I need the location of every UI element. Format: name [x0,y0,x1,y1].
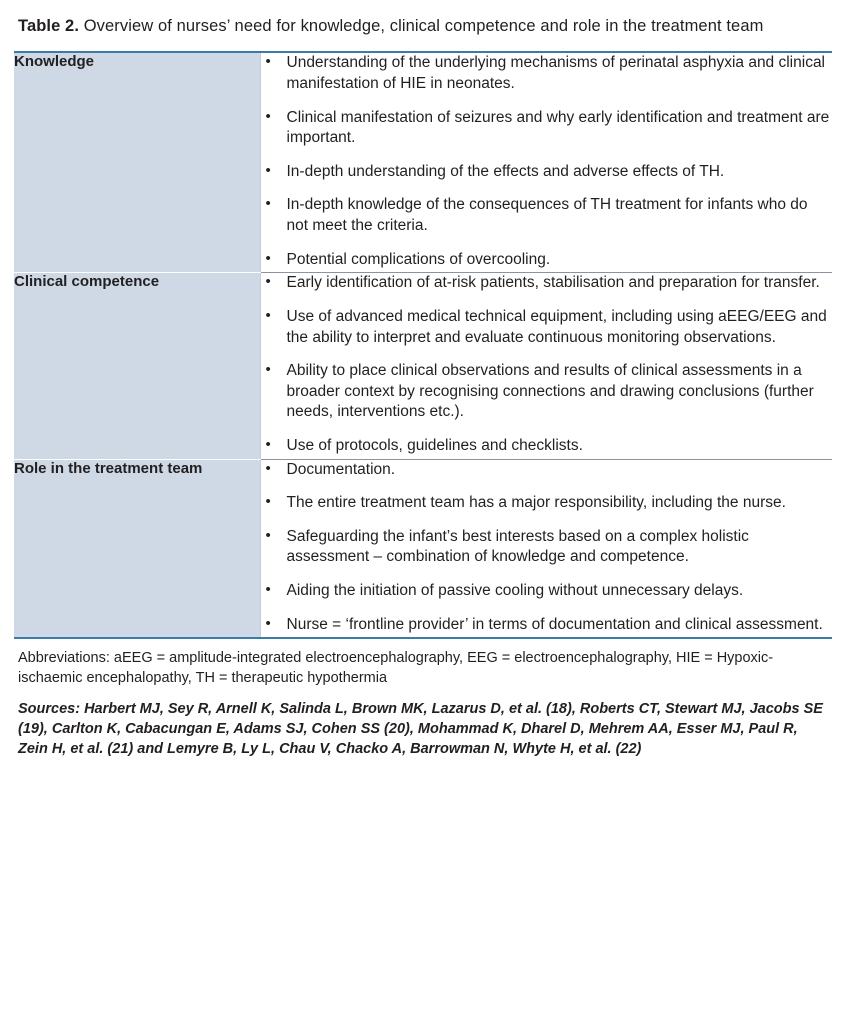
table-caption-label: Table 2. [18,17,80,35]
bullet-list [261,53,833,270]
list-item: • Documentation. [261,460,833,481]
sources-note: Sources: Harbert MJ, Sey R, Arnell K, Salinda L, Brown MK, Lazarus D, et al. (18), Roberts CT, Stewart MJ, Jacobs SE (19), Carlton K, Cabacungan E, Adams SJ, Cohen SS (20), Mohammad K, Dharel D, Mehrem AA, Esser MJ, Paul R, Zein H, et al. (21) and Lemyre B, Ly L, Chau V, Chacko A, Barrowman N, Whyte H, et al. (22) [18,701,823,757]
row-header-role-in-treatment-team: Role in the treatment team [14,459,260,637]
row-header-knowledge: Knowledge [14,53,260,272]
list-item: • Understanding of the underlying mechanisms of perinatal asphyxia and clinical manifestation of HIE in neonates. [261,53,833,94]
table-row [14,459,832,637]
row-content-clinical-competence [260,273,832,459]
list-item: • The entire treatment team has a major responsibility, including the nurse. [261,493,833,514]
list-item: • Aiding the initiation of passive cooling without unnecessary delays. [261,581,833,602]
list-item: • Potential complications of overcooling. [261,250,833,271]
list-item: • Safeguarding the infant’s best interests based on a complex holistic assessment – combination of knowledge and competence. [261,527,833,568]
table-footnotes [14,639,832,759]
row-content-role-in-treatment-team [260,459,832,637]
table-row [14,53,832,272]
table-caption [14,14,832,37]
list-item: • Nurse = ‘frontline provider’ in terms of documentation and clinical assessment. [261,615,833,636]
row-content-knowledge [260,53,832,272]
list-item: • Early identification of at-risk patients, stabilisation and preparation for transfer. [261,273,833,294]
table-row [14,273,832,459]
list-item: • In-depth knowledge of the consequences of TH treatment for infants who do not meet the criteria. [261,195,833,236]
abbreviations-note: Abbreviations: aEEG = amplitude-integrated electroencephalography, EEG = electroencephalography, HIE = Hypoxic-ischaemic encephalopathy, TH = therapeutic hypothermia [18,650,774,686]
list-item: • Ability to place clinical observations and results of clinical assessments in a broader context by recognising connections and drawing conclusions (further needs, interventions etc.). [261,361,833,423]
bullet-list [261,460,833,636]
overview-table [14,53,832,637]
table-caption-text: Overview of nurses’ need for knowledge, clinical competence and role in the treatment team [79,17,764,35]
list-item: • Clinical manifestation of seizures and why early identification and treatment are important. [261,108,833,149]
list-item: • Use of advanced medical technical equipment, including using aEEG/EEG and the ability to interpret and evaluate continuous monitoring observations. [261,307,833,348]
bullet-list [261,273,833,456]
list-item: • Use of protocols, guidelines and checklists. [261,436,833,457]
list-item: • In-depth understanding of the effects and adverse effects of TH. [261,162,833,183]
row-header-clinical-competence: Clinical competence [14,273,260,459]
